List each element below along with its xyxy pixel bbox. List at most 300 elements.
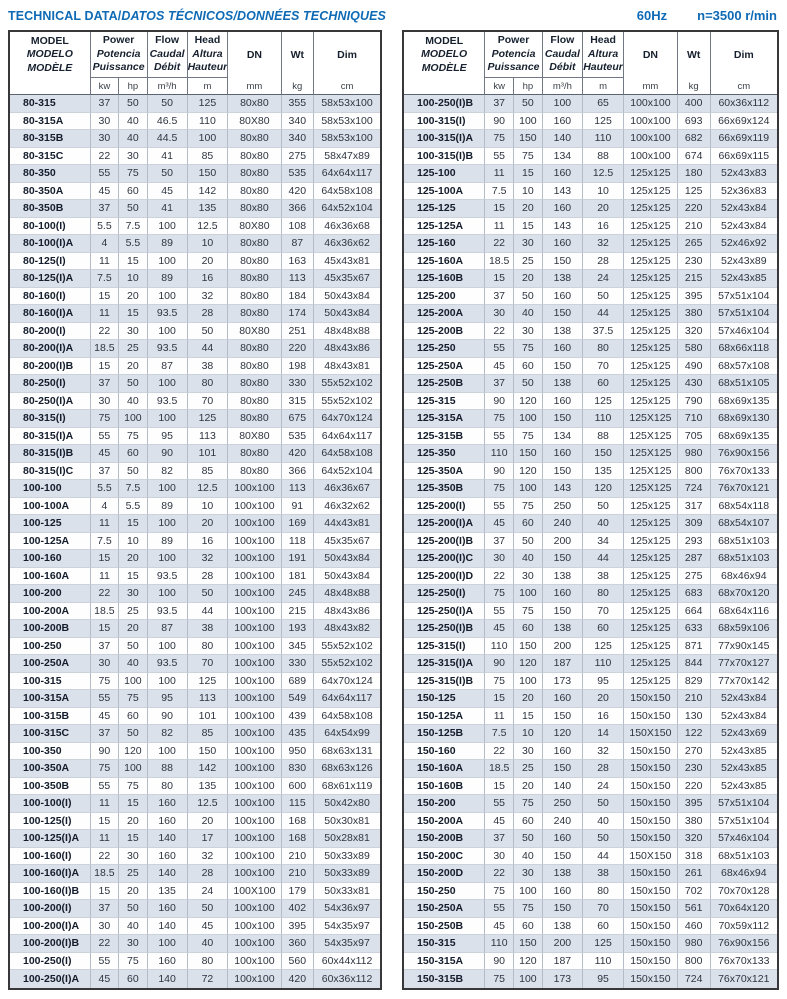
power-kw-cell: 15: [91, 288, 119, 306]
table-row: [10, 148, 380, 166]
head-cell: 17: [188, 830, 229, 848]
power-kw-cell: 18.5: [91, 340, 119, 358]
power-hp-cell: 10: [514, 183, 543, 201]
table-row: [10, 935, 380, 953]
model-cell: 80-350B: [10, 200, 91, 218]
wt-cell: 800: [678, 953, 711, 971]
flow-cell: 50: [148, 165, 188, 183]
power-kw-cell: 55: [91, 778, 119, 796]
flow-cell: 143: [543, 480, 583, 498]
unit-kw: kw: [91, 78, 119, 95]
power-kw-cell: 45: [91, 708, 119, 726]
dn-cell: 100x100: [228, 515, 281, 533]
wt-cell: 275: [282, 148, 315, 166]
head-cell: 50: [188, 900, 229, 918]
model-cell: 125-200A: [404, 305, 485, 323]
wt-cell: 380: [678, 813, 711, 831]
dn-cell: 125x125: [624, 235, 678, 253]
model-cell: 150-315: [404, 935, 485, 953]
power-kw-cell: 90: [485, 953, 514, 971]
head-cell: 125: [583, 638, 624, 656]
table-row: [10, 585, 380, 603]
head-cell: 24: [583, 270, 624, 288]
model-cell: 150-160: [404, 743, 485, 761]
power-hp-cell: 30: [514, 568, 543, 586]
head-cell: 80: [188, 953, 229, 971]
wt-cell: 320: [678, 830, 711, 848]
model-cell: 80-250(I): [10, 375, 91, 393]
dn-cell: 125x125: [624, 568, 678, 586]
head-cell: 12.5: [583, 165, 624, 183]
table-row: [404, 323, 777, 341]
power-hp-cell: 30: [514, 323, 543, 341]
power-kw-cell: 55: [485, 795, 514, 813]
head-cell: 38: [188, 620, 229, 638]
flow-cell: 100: [148, 515, 188, 533]
model-cell: 150-200: [404, 795, 485, 813]
power-kw-cell: 11: [485, 218, 514, 236]
model-cell: 100-350A: [10, 760, 91, 778]
table-row: [10, 918, 380, 936]
wt-cell: 829: [678, 673, 711, 691]
head-cell: 32: [188, 550, 229, 568]
dim-cell: 52x43x84: [711, 690, 777, 708]
model-cell: 80-315(I)A: [10, 428, 91, 446]
model-cell: 125-315: [404, 393, 485, 411]
power-kw-cell: 30: [91, 655, 119, 673]
flow-cell: 41: [148, 148, 188, 166]
dim-header: Dim: [314, 32, 380, 78]
flow-cell: 150: [543, 708, 583, 726]
wt-cell: 395: [678, 795, 711, 813]
table-row: [10, 708, 380, 726]
model-cell: 100-160(I)A: [10, 865, 91, 883]
table-row: [10, 340, 380, 358]
model-cell: 100-250(I): [10, 953, 91, 971]
wt-cell: 549: [282, 690, 315, 708]
table-row: [404, 743, 777, 761]
model-header: MODEL MODELO MODÈLE: [404, 32, 485, 78]
dn-cell: 100x100: [228, 690, 281, 708]
dn-cell: 125x125: [624, 340, 678, 358]
model-cell: 150-250B: [404, 918, 485, 936]
flow-cell: 93.5: [148, 655, 188, 673]
dn-cell: 125X125: [624, 463, 678, 481]
dim-cell: 68x46x94: [711, 568, 777, 586]
table-row: [404, 288, 777, 306]
power-kw-cell: 45: [91, 970, 119, 988]
table-row: [404, 340, 777, 358]
power-kw-cell: 55: [91, 690, 119, 708]
dn-cell: 125x125: [624, 288, 678, 306]
wt-cell: 535: [282, 165, 315, 183]
flow-cell: 89: [148, 533, 188, 551]
power-hp-cell: 25: [119, 603, 147, 621]
power-hp-cell: 7.5: [119, 480, 147, 498]
table-row: [10, 270, 380, 288]
wt-cell: 270: [678, 743, 711, 761]
power-hp-cell: 60: [119, 970, 147, 988]
head-cell: 38: [583, 568, 624, 586]
wt-cell: 275: [678, 568, 711, 586]
head-cell: 32: [188, 848, 229, 866]
model-cell: 150-315B: [404, 970, 485, 988]
dim-cell: 68x51x103: [711, 533, 777, 551]
dim-cell: 76x90x156: [711, 445, 777, 463]
power-hp-cell: 20: [514, 270, 543, 288]
power-hp-cell: 100: [514, 585, 543, 603]
flow-cell: 173: [543, 673, 583, 691]
dim-cell: 48x43x86: [314, 603, 380, 621]
dn-cell: 80X80: [228, 113, 281, 131]
table-row: [404, 533, 777, 551]
power-kw-cell: 45: [485, 620, 514, 638]
model-cell: 100-250: [10, 638, 91, 656]
flow-cell: 160: [543, 235, 583, 253]
wt-cell: 210: [282, 848, 315, 866]
flow-cell: 82: [148, 463, 188, 481]
power-hp-cell: 40: [119, 130, 147, 148]
table-row: [404, 410, 777, 428]
table-row: [404, 270, 777, 288]
power-hp-cell: 60: [514, 620, 543, 638]
dim-cell: 76x70x121: [711, 480, 777, 498]
power-kw-cell: 7.5: [91, 270, 119, 288]
dn-cell: 125x125: [624, 375, 678, 393]
dim-cell: 68x54x118: [711, 498, 777, 516]
flow-cell: 100: [148, 323, 188, 341]
pump-data-table-left: [8, 30, 382, 990]
model-cell: 150-125B: [404, 725, 485, 743]
power-kw-cell: 11: [91, 305, 119, 323]
dn-cell: 100x100: [624, 148, 678, 166]
head-cell: 40: [188, 935, 229, 953]
model-cell: 100-160(I)B: [10, 883, 91, 901]
wt-cell: 439: [282, 708, 315, 726]
table-row: [10, 375, 380, 393]
model-cell: 125-315(I): [404, 638, 485, 656]
flow-cell: 134: [543, 148, 583, 166]
dim-cell: 64x64x117: [314, 428, 380, 446]
wt-cell: 395: [282, 918, 315, 936]
table-row: [10, 533, 380, 551]
dn-cell: 125X125: [624, 445, 678, 463]
model-cell: 100-315C: [10, 725, 91, 743]
power-hp-cell: 150: [514, 445, 543, 463]
model-cell: 100-315B: [10, 708, 91, 726]
model-cell: 100-250A: [10, 655, 91, 673]
unit-head: m: [583, 78, 624, 95]
wt-cell: 330: [282, 375, 315, 393]
dim-cell: 54x35x97: [314, 935, 380, 953]
unit-hp: hp: [514, 78, 543, 95]
power-hp-cell: 10: [119, 270, 147, 288]
head-cell: 20: [583, 200, 624, 218]
table-row: [404, 760, 777, 778]
model-cell: 125-160B: [404, 270, 485, 288]
table-row: [404, 603, 777, 621]
power-kw-cell: 22: [91, 848, 119, 866]
dim-cell: 52x43x84: [711, 200, 777, 218]
table-row: [404, 515, 777, 533]
head-cell: 50: [583, 288, 624, 306]
head-cell: 28: [188, 865, 229, 883]
flow-cell: 138: [543, 323, 583, 341]
table-row: [10, 795, 380, 813]
dn-cell: 80X80: [228, 218, 281, 236]
power-hp-cell: 100: [119, 760, 147, 778]
model-cell: 125-350B: [404, 480, 485, 498]
dim-cell: 50x33x81: [314, 883, 380, 901]
power-hp-cell: 100: [514, 480, 543, 498]
power-kw-cell: 45: [485, 813, 514, 831]
flow-cell: 138: [543, 865, 583, 883]
wt-cell: 113: [282, 480, 315, 498]
flow-cell: 89: [148, 498, 188, 516]
power-kw-cell: 11: [91, 830, 119, 848]
dn-cell: 150x150: [624, 970, 678, 988]
head-cell: 44: [188, 603, 229, 621]
head-cell: 80: [583, 585, 624, 603]
flow-cell: 140: [148, 970, 188, 988]
dn-cell: 100x100: [228, 813, 281, 831]
model-cell: 80-350A: [10, 183, 91, 201]
model-cell: 125-350A: [404, 463, 485, 481]
wt-cell: 125: [678, 183, 711, 201]
power-hp-cell: 40: [119, 655, 147, 673]
wt-cell: 683: [678, 585, 711, 603]
dim-cell: 50x33x89: [314, 848, 380, 866]
dim-cell: 68x69x135: [711, 393, 777, 411]
wt-cell: 287: [678, 550, 711, 568]
model-cell: 150-200B: [404, 830, 485, 848]
power-hp-cell: 60: [514, 358, 543, 376]
dim-cell: 64x64x117: [314, 690, 380, 708]
power-hp-cell: 120: [514, 655, 543, 673]
dim-cell: 64x70x124: [314, 673, 380, 691]
head-cell: 110: [188, 113, 229, 131]
power-hp-cell: 75: [119, 953, 147, 971]
wt-cell: 320: [678, 323, 711, 341]
model-cell: 125-125: [404, 200, 485, 218]
flow-cell: 100: [148, 550, 188, 568]
model-cell: 125-315(I)A: [404, 655, 485, 673]
head-cell: 88: [583, 428, 624, 446]
model-cell: 80-160(I)A: [10, 305, 91, 323]
power-kw-cell: 15: [485, 778, 514, 796]
dim-cell: 57x51x104: [711, 795, 777, 813]
head-cell: 135: [583, 463, 624, 481]
table-row: [10, 638, 380, 656]
power-hp-cell: 60: [514, 918, 543, 936]
head-cell: 10: [583, 183, 624, 201]
flow-cell: 100: [148, 288, 188, 306]
dim-cell: 58x53x100: [314, 130, 380, 148]
dn-cell: 125x125: [624, 550, 678, 568]
power-hp-cell: 15: [119, 568, 147, 586]
model-cell: 125-200: [404, 288, 485, 306]
flow-cell: 45: [148, 183, 188, 201]
wt-cell: 790: [678, 393, 711, 411]
dim-cell: 58x53x100: [314, 113, 380, 131]
flow-cell: 160: [543, 288, 583, 306]
power-kw-cell: 55: [485, 340, 514, 358]
head-cell: 72: [188, 970, 229, 988]
table-row: [404, 690, 777, 708]
flow-header: Flow Caudal Débit: [148, 32, 188, 78]
dn-cell: 80x80: [228, 235, 281, 253]
power-hp-cell: 100: [514, 410, 543, 428]
flow-cell: 150: [543, 603, 583, 621]
table-row: [404, 708, 777, 726]
power-hp-cell: 25: [119, 865, 147, 883]
wt-cell: 87: [282, 235, 315, 253]
dn-cell: 125x125: [624, 165, 678, 183]
dim-cell: 58x47x89: [314, 148, 380, 166]
model-cell: 150-160B: [404, 778, 485, 796]
dim-cell: 57x51x104: [711, 305, 777, 323]
dim-cell: 54x36x97: [314, 900, 380, 918]
dim-cell: 50x43x84: [314, 288, 380, 306]
dn-cell: 100x100: [228, 568, 281, 586]
flow-cell: 160: [148, 813, 188, 831]
power-hp-cell: 20: [119, 620, 147, 638]
dn-cell: 150x150: [624, 795, 678, 813]
flow-cell: 187: [543, 655, 583, 673]
flow-cell: 100: [148, 480, 188, 498]
model-cell: 80-100(I)A: [10, 235, 91, 253]
power-hp-cell: 10: [514, 725, 543, 743]
flow-cell: 150: [543, 410, 583, 428]
head-cell: 20: [188, 515, 229, 533]
dim-cell: 60x44x112: [314, 953, 380, 971]
power-hp-cell: 40: [514, 305, 543, 323]
head-cell: 85: [188, 463, 229, 481]
dn-cell: 100x100: [228, 655, 281, 673]
dim-cell: 52x43x85: [711, 778, 777, 796]
flow-cell: 160: [543, 743, 583, 761]
dim-cell: 52x43x85: [711, 743, 777, 761]
dn-cell: 150x150: [624, 883, 678, 901]
frequency-label: 60Hz: [636, 8, 668, 23]
wt-cell: 535: [282, 428, 315, 446]
table-row: [10, 323, 380, 341]
wt-cell: 980: [678, 935, 711, 953]
model-cell: 100-100: [10, 480, 91, 498]
wt-cell: 664: [678, 603, 711, 621]
table-row: [10, 183, 380, 201]
power-kw-cell: 37: [485, 533, 514, 551]
power-hp-cell: 30: [119, 585, 147, 603]
dim-cell: 50x33x89: [314, 865, 380, 883]
table-row: [10, 253, 380, 271]
power-hp-cell: 40: [514, 848, 543, 866]
wt-cell: 198: [282, 358, 315, 376]
table-row: [404, 183, 777, 201]
title-translations: DATOS TÉCNICOS/DONNÉES TECHNIQUES: [121, 9, 386, 23]
head-cell: 44: [583, 305, 624, 323]
power-hp-cell: 75: [514, 795, 543, 813]
model-cell: 100-125(I): [10, 813, 91, 831]
flow-cell: 93.5: [148, 393, 188, 411]
wt-cell: 460: [678, 918, 711, 936]
table-row: [404, 358, 777, 376]
dim-cell: 48x43x86: [314, 340, 380, 358]
power-hp-cell: 10: [119, 533, 147, 551]
flow-cell: 150: [543, 550, 583, 568]
wt-cell: 430: [678, 375, 711, 393]
dim-cell: 52x43x84: [711, 218, 777, 236]
power-hp-cell: 30: [514, 865, 543, 883]
model-cell: 80-315: [10, 95, 91, 113]
model-cell: 125-200(I): [404, 498, 485, 516]
dn-cell: 150x150: [624, 778, 678, 796]
flow-cell: 140: [148, 830, 188, 848]
model-cell: 80-315C: [10, 148, 91, 166]
head-header: Head Altura Hauteur: [583, 32, 624, 78]
head-cell: 70: [583, 358, 624, 376]
power-hp-cell: 40: [119, 918, 147, 936]
power-kw-cell: 30: [91, 113, 119, 131]
power-hp-cell: 30: [119, 323, 147, 341]
wt-cell: 174: [282, 305, 315, 323]
power-hp-cell: 5.5: [119, 235, 147, 253]
wt-cell: 366: [282, 200, 315, 218]
dn-cell: 150x150: [624, 760, 678, 778]
power-hp-cell: 30: [119, 935, 147, 953]
power-hp-cell: 75: [514, 603, 543, 621]
power-kw-cell: 18.5: [91, 603, 119, 621]
power-hp-cell: 20: [514, 690, 543, 708]
wt-cell: 245: [282, 585, 315, 603]
dim-cell: 52x43x89: [711, 253, 777, 271]
model-cell: 125-100: [404, 165, 485, 183]
wt-cell: 380: [678, 305, 711, 323]
head-cell: 45: [188, 918, 229, 936]
flow-cell: 160: [148, 795, 188, 813]
table-row: [404, 200, 777, 218]
wt-header: Wt: [678, 32, 711, 78]
wt-header: Wt: [282, 32, 315, 78]
head-cell: 32: [583, 235, 624, 253]
table-row: [10, 305, 380, 323]
model-cell: 100-200B: [10, 620, 91, 638]
flow-cell: 150: [543, 463, 583, 481]
flow-cell: 160: [543, 200, 583, 218]
power-kw-cell: 30: [91, 130, 119, 148]
head-cell: 88: [583, 148, 624, 166]
dim-cell: 77x90x145: [711, 638, 777, 656]
dim-cell: 58x53x100: [314, 95, 380, 113]
model-cell: 150-200C: [404, 848, 485, 866]
dn-cell: 80x80: [228, 200, 281, 218]
flow-cell: 160: [543, 445, 583, 463]
flow-cell: 89: [148, 270, 188, 288]
power-kw-cell: 4: [91, 235, 119, 253]
table-row: [10, 568, 380, 586]
model-cell: 80-315B: [10, 130, 91, 148]
dn-cell: 150x150: [624, 830, 678, 848]
wt-cell: 130: [678, 708, 711, 726]
power-hp-cell: 150: [514, 130, 543, 148]
flow-cell: 100: [148, 935, 188, 953]
model-cell: 80-200(I): [10, 323, 91, 341]
table-row: [404, 953, 777, 971]
power-hp-cell: 20: [119, 358, 147, 376]
dn-cell: 125x125: [624, 323, 678, 341]
power-kw-cell: 18.5: [485, 253, 514, 271]
flow-cell: 160: [543, 585, 583, 603]
